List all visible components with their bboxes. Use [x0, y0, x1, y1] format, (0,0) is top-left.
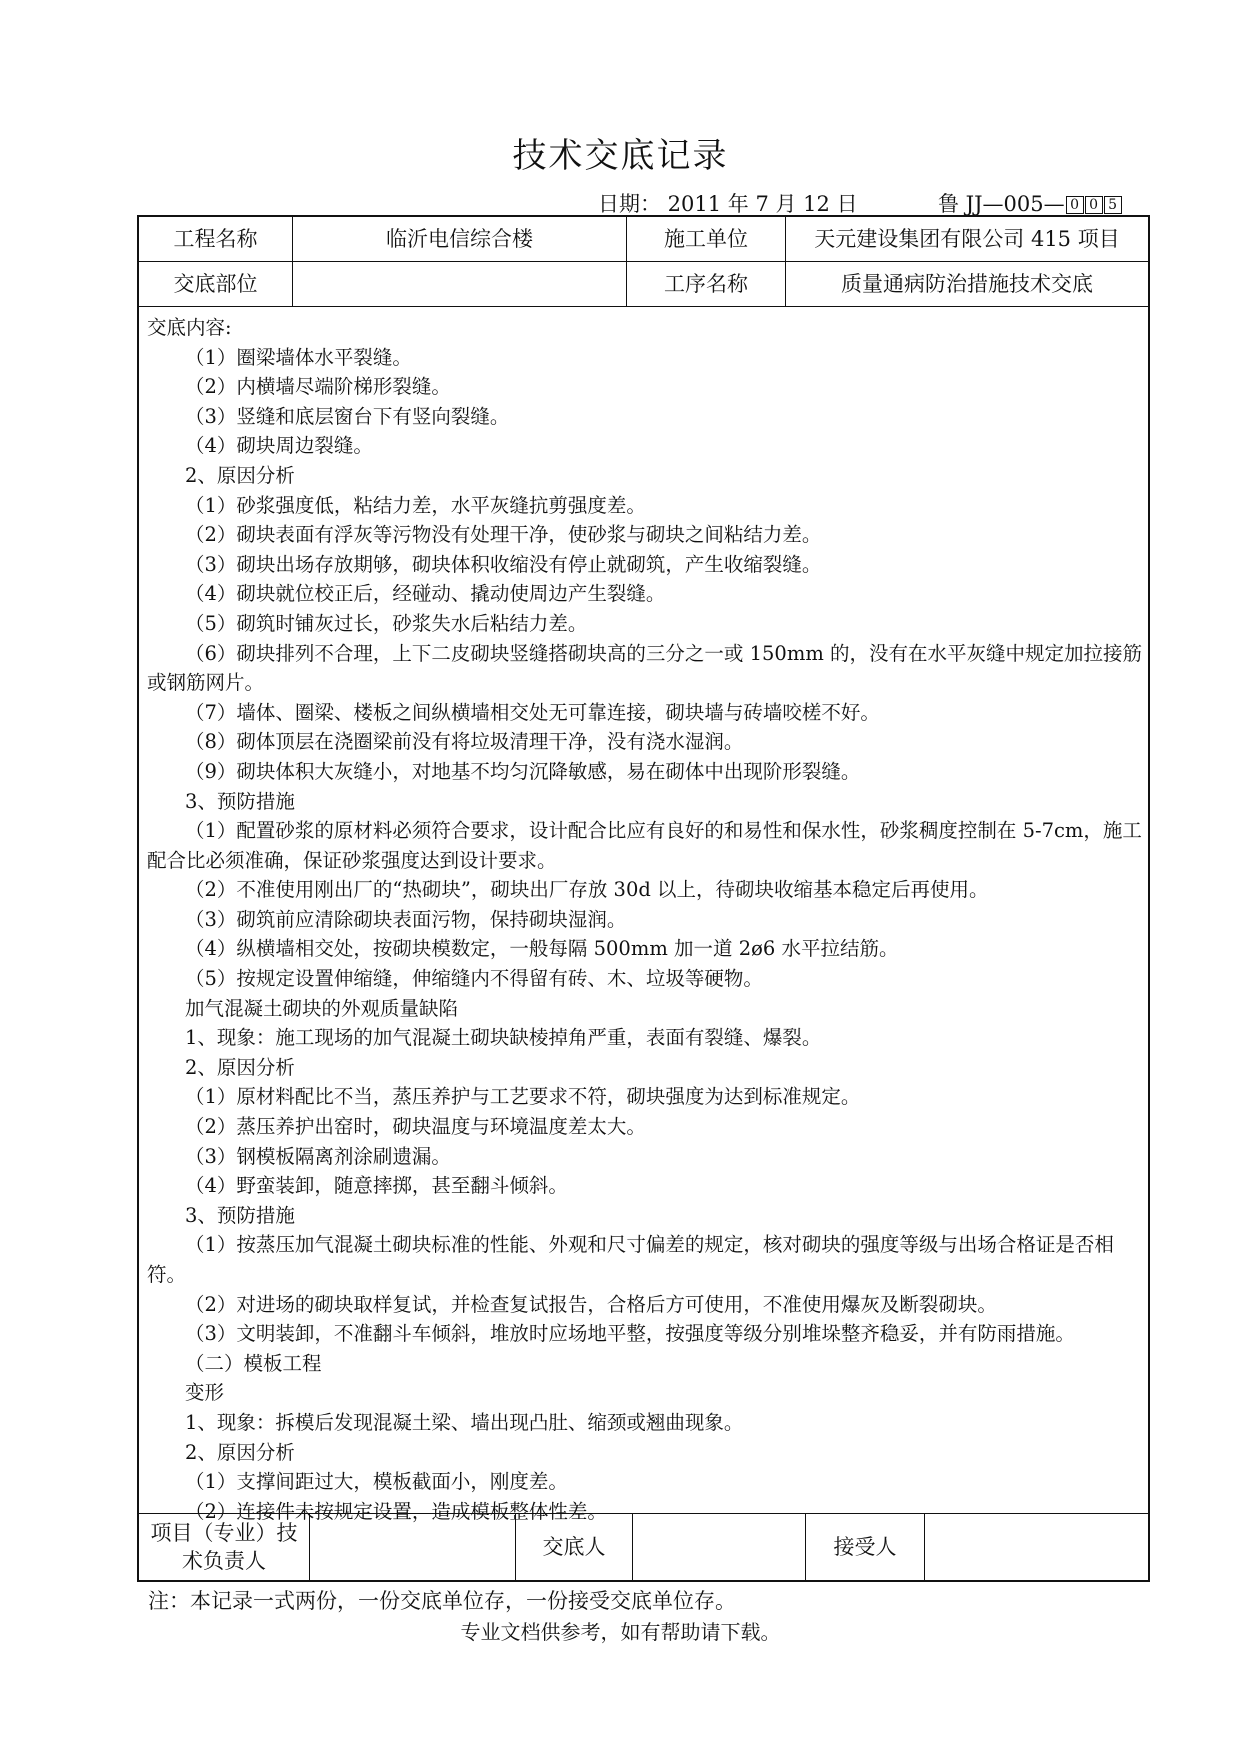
document-number-box-3: 5 [1104, 196, 1122, 214]
content-line: 2、原因分析 [185, 463, 295, 487]
content-line: （2）不准使用刚出厂的“热砌块”，砌块出厂存放 30d 以上，待砌块收缩基本稳定后再使用。 [185, 878, 989, 902]
content-line: （2）蒸压养护出窑时，砌块温度与环境温度差太大。 [185, 1115, 646, 1139]
content-line: 2、原因分析 [185, 1055, 295, 1079]
content-line: （3）钢模板隔离剂涂刷遗漏。 [185, 1144, 451, 1168]
content-line: （5）按规定设置伸缩缝，伸缩缝内不得留有砖、木、垃圾等硬物。 [185, 967, 763, 991]
contractor-label: 施工单位 [664, 226, 748, 251]
page-title: 技术交底记录 [512, 136, 729, 176]
content-line: 3、预防措施 [185, 1203, 295, 1227]
document-number [938, 188, 1122, 218]
content-line: （1）圈梁墙体水平裂缝。 [185, 345, 412, 369]
presenter-value [633, 1514, 805, 1580]
content-line: （4）野蛮装卸，随意摔掷，甚至翻斗倾斜。 [185, 1174, 568, 1198]
process-label: 工序名称 [664, 271, 748, 296]
record-date: 日期： 2011 年 7 月 12 日 [598, 192, 858, 216]
process-value: 质量通病防治措施技术交底 [841, 271, 1093, 296]
content-line: （2）内横墙尽端阶梯形裂缝。 [185, 375, 451, 399]
document-number-prefix: 鲁 JJ—005— [938, 192, 1065, 216]
content-line: （1）配置砂浆的原材料必须符合要求，设计配合比应有良好的和易性和保水性，砂浆稠度控制在 5-7cm，施工配合比必须准确，保证砂浆强度达到设计要求。 [147, 819, 1142, 872]
document-number-box-1: 0 [1066, 196, 1084, 214]
content-line: （1）砂浆强度低，粘结力差，水平灰缝抗剪强度差。 [185, 493, 646, 517]
content-line: 1、现象：施工现场的加气混凝土砌块缺棱掉角严重，表面有裂缝、爆裂。 [185, 1026, 822, 1050]
record-table [137, 215, 1150, 1582]
content-line: （5）砌筑时铺灰过长，砂浆失水后粘结力差。 [185, 611, 588, 635]
content-line: 变形 [185, 1381, 225, 1405]
presenter-label: 交底人 [542, 1534, 606, 1559]
tech-lead-value [310, 1514, 515, 1580]
content-line: （2）砌块表面有浮灰等污物没有处理干净，使砂浆与砌块之间粘结力差。 [185, 523, 822, 547]
tech-lead-label: 项目（专业）技术负责人 [150, 1520, 298, 1573]
content-line: （2）对进场的砌块取样复试，并检查复试报告，合格后方可使用，不准使用爆灰及断裂砌块。 [185, 1292, 997, 1316]
project-name-label: 工程名称 [173, 226, 258, 251]
project-name-value: 临沂电信综合楼 [386, 226, 533, 251]
content-line: （7）墙体、圈梁、楼板之间纵横墙相交处无可靠连接，砌块墙与砖墙咬槎不好。 [185, 700, 880, 724]
content-line: （2）连接件未按规定设置，造成模板整体性差。 [185, 1499, 607, 1523]
content-line: （4）砌块周边裂缝。 [185, 434, 373, 458]
content-heading: 交底内容: [147, 316, 232, 339]
content-line: 1、现象：拆模后发现混凝土梁、墙出现凸肚、缩颈或翘曲现象。 [185, 1410, 744, 1434]
page-footer: 专业文档供参考，如有帮助请下载。 [460, 1620, 781, 1644]
content-line: （8）砌体顶层在浇圈梁前没有将垃圾清理干净，没有浇水湿润。 [185, 730, 744, 754]
content-line: （3）竖缝和底层窗台下有竖向裂缝。 [185, 404, 510, 428]
content-line: （3）砌块出场存放期够，砌块体积收缩没有停止就砌筑，产生收缩裂缝。 [185, 552, 822, 576]
content-line: （1）原材料配比不当，蒸压养护与工艺要求不符，砌块强度为达到标准规定。 [185, 1085, 861, 1109]
content-line: （1）支撑间距过大，模板截面小，刚度差。 [185, 1470, 568, 1494]
briefing-content [147, 313, 1142, 1526]
receiver-value [925, 1514, 1148, 1580]
content-line: （3）文明装卸，不准翻斗车倾斜，堆放时应场地平整，按强度等级分别堆垛整齐稳妥，并有防雨措施。 [185, 1322, 1075, 1346]
content-line: （3）砌筑前应清除砌块表面污物，保持砌块湿润。 [185, 907, 627, 931]
record-note: 注：本记录一式两份，一份交底单位存，一份接受交底单位存。 [148, 1589, 736, 1613]
content-line: （1）按蒸压加气混凝土砌块标准的性能、外观和尺寸偏差的规定，核对砌块的强度等级与出场合格证是否相符。 [147, 1233, 1114, 1286]
content-line: （9）砌块体积大灰缝小，对地基不均匀沉降敏感，易在砌体中出现阶形裂缝。 [185, 759, 861, 783]
content-line: 加气混凝土砌块的外观质量缺陷 [185, 996, 459, 1020]
contractor-value: 天元建设集团有限公司 415 项目 [814, 226, 1120, 251]
content-line: （二）模板工程 [185, 1351, 322, 1375]
content-line: （6）砌块排列不合理，上下二皮砌块竖缝搭砌块高的三分之一或 150mm 的，没有在水平灰缝中规定加拉接筋或钢筋网片。 [147, 641, 1143, 695]
part-label: 交底部位 [173, 271, 258, 296]
receiver-label: 接受人 [833, 1534, 897, 1559]
content-line: （4）砌块就位校正后，经碰动、撬动使周边产生裂缝。 [185, 582, 666, 606]
content-line: （4）纵横墙相交处，按砌块模数定，一般每隔 500mm 加一道 2ø6 水平拉结筋。 [185, 937, 899, 961]
part-value [293, 262, 626, 306]
content-line: 3、预防措施 [185, 789, 295, 813]
document-number-box-2: 0 [1085, 196, 1103, 214]
row-divider-2 [139, 306, 1148, 307]
content-line: 2、原因分析 [185, 1440, 295, 1464]
